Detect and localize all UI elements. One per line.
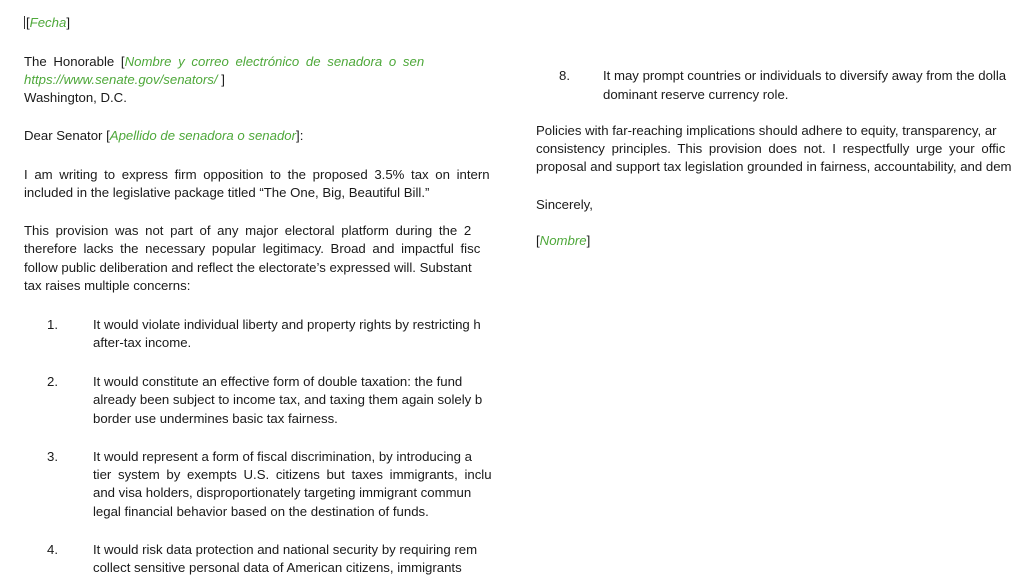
list-item-3-line-3: and visa holders, disproportionately targeting immigrant commun bbox=[93, 485, 472, 500]
list-item-3-line-2: tier system by exempts U.S. citizens but taxes immigrants, inclu bbox=[93, 467, 492, 482]
sign-off: Sincerely, bbox=[536, 197, 593, 212]
paragraph-2-line-1: This provision was not part of any major electoral platform during the 2 bbox=[24, 223, 472, 238]
signature-line: [Nombre] bbox=[536, 233, 591, 248]
salutation-prefix: Dear Senator bbox=[24, 128, 103, 143]
list-item-3-line-1: It would represent a form of fiscal discrimination, by introducing a bbox=[93, 449, 472, 464]
list-number: 3. bbox=[47, 449, 58, 464]
closing-paragraph-line-1: Policies with far-reaching implications should adhere to equity, transparency, ar bbox=[536, 123, 997, 138]
addressee-prefix: The Honorable bbox=[24, 54, 115, 69]
date-line: [Fecha] bbox=[26, 15, 70, 30]
salutation-line: Dear Senator [Apellido de senadora o senador]: bbox=[24, 128, 304, 143]
senators-url[interactable]: https://www.senate.gov/senators/ bbox=[24, 72, 218, 87]
list-item-1-line-2: after-tax income. bbox=[93, 335, 192, 350]
list-number: 1. bbox=[47, 317, 58, 332]
list-number: 4. bbox=[47, 542, 58, 557]
letter-right-column bbox=[536, 0, 1024, 576]
salutation-suffix: : bbox=[299, 128, 304, 143]
city-line: Washington, D.C. bbox=[24, 90, 127, 105]
list-item-4-line-2: collect sensitive personal data of American citizens, immigrants bbox=[93, 560, 462, 575]
closing-paragraph-line-3: proposal and support tax legislation grounded in fairness, accountability, and dem bbox=[536, 159, 1012, 174]
paragraph-2-line-4: tax raises multiple concerns: bbox=[24, 278, 191, 293]
letter-left-column bbox=[24, 0, 505, 576]
paragraph-2-line-2: therefore lacks the necessary popular legitimacy. Broad and impactful fisc bbox=[24, 241, 481, 256]
list-item-2-line-2: already been subject to income tax, and taxing them again solely b bbox=[93, 392, 483, 407]
list-number: 8. bbox=[559, 68, 570, 83]
list-item-4-line-1: It would risk data protection and national security by requiring rem bbox=[93, 542, 478, 557]
salutation-placeholder[interactable]: Apellido de senadora o senador bbox=[109, 128, 297, 143]
list-item-8-line-2: dominant reserve currency role. bbox=[603, 87, 789, 102]
addressee-placeholder[interactable]: Nombre y correo electrónico de senadora o sen bbox=[124, 54, 425, 69]
list-item-3-line-4: legal financial behavior based on the destination of funds. bbox=[93, 504, 429, 519]
paragraph-1-line-2: included in the legislative package titled “The One, Big, Beautiful Bill.” bbox=[24, 185, 430, 200]
date-placeholder[interactable]: Fecha bbox=[29, 15, 67, 30]
paragraph-1-line-1: I am writing to express firm opposition to the proposed 3.5% tax on intern bbox=[24, 167, 490, 182]
list-item-1-line-1: It would violate individual liberty and property rights by restricting h bbox=[93, 317, 481, 332]
paragraph-2-line-3: follow public deliberation and reflect the electorate’s expressed will. Substant bbox=[24, 260, 472, 275]
addressee-line: The Honorable [Nombre y correo electrónico de senadora o sen bbox=[24, 54, 425, 69]
list-item-2-line-3: border use undermines basic tax fairness. bbox=[93, 411, 338, 426]
addressee-url-line: https://www.senate.gov/senators/ ] bbox=[24, 72, 225, 87]
text-cursor bbox=[24, 16, 25, 29]
list-item-2-line-1: It would constitute an effective form of double taxation: the fund bbox=[93, 374, 463, 389]
list-item-8-line-1: It may prompt countries or individuals to diversify away from the dolla bbox=[603, 68, 1007, 83]
closing-paragraph-line-2: consistency principles. This provision does not. I respectfully urge your offic bbox=[536, 141, 1006, 156]
list-number: 2. bbox=[47, 374, 58, 389]
name-placeholder[interactable]: Nombre bbox=[539, 233, 587, 248]
